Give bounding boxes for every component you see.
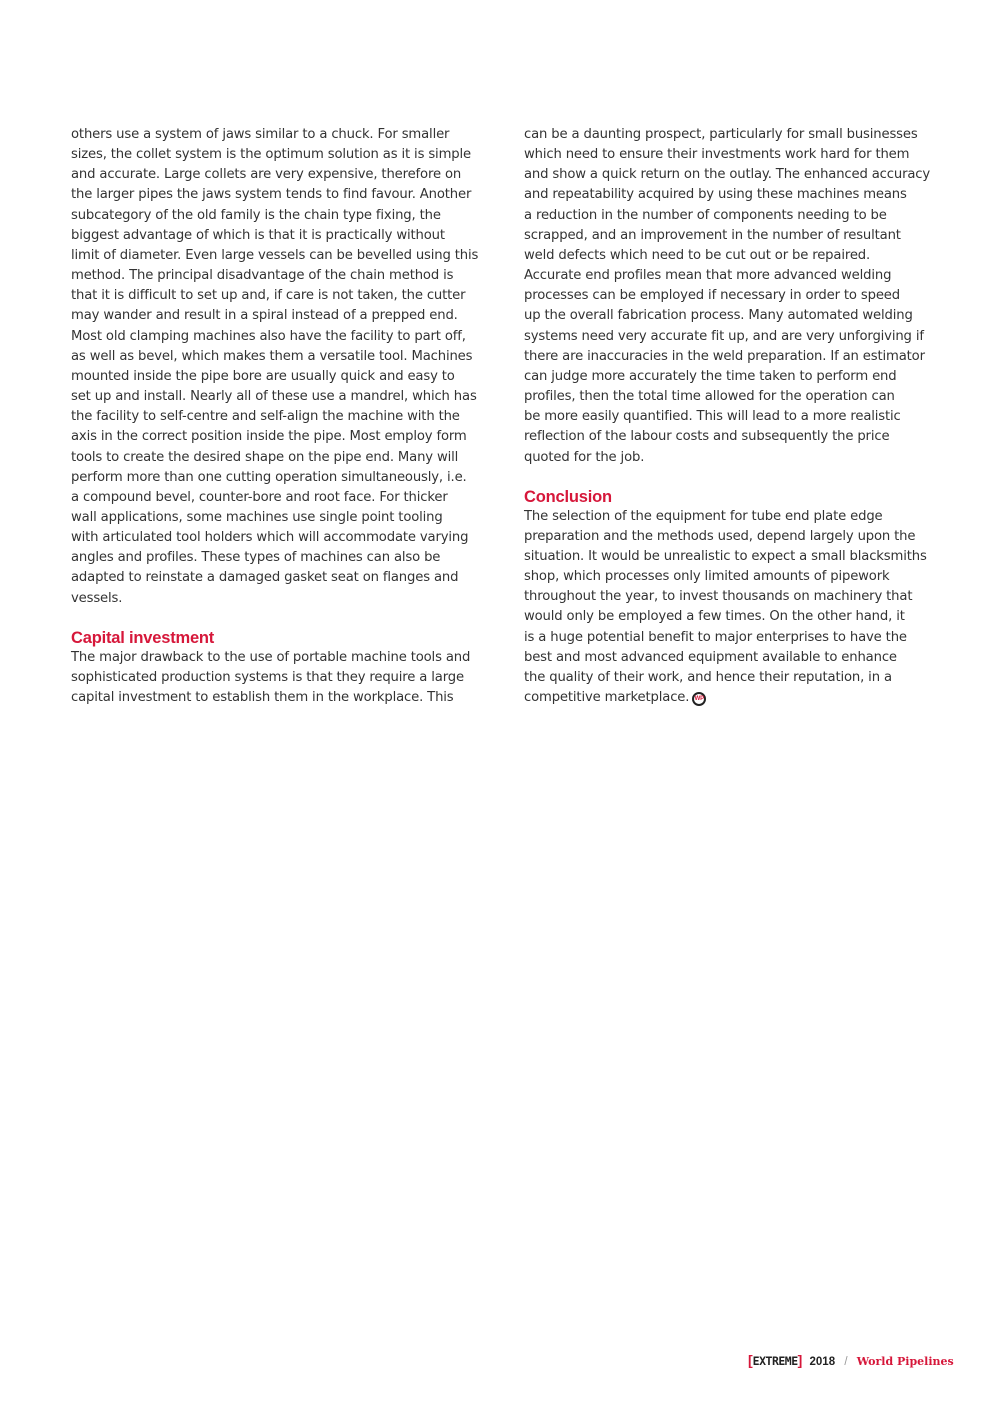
- text-line: perform more than one cutting operation simultaneously, i.e.: [71, 469, 467, 485]
- text-line: a reduction in the number of components needing to be: [524, 207, 887, 223]
- text-line: set up and install. Nearly all of these use a mandrel, which has: [71, 389, 477, 405]
- paragraph-jaws-systems: [71, 125, 481, 609]
- text-line: and accurate. Large collets are very expensive, therefore on: [71, 167, 462, 183]
- text-line: the larger pipes the jaws system tends to find favour. Another: [71, 187, 472, 203]
- heading-conclusion: Conclusion: [524, 487, 612, 506]
- text-line: mounted inside the pipe bore are usually quick and easy to: [71, 368, 455, 384]
- text-line: can judge more accurately the time taken to perform end: [524, 368, 897, 384]
- text-line: profiles, then the total time allowed for the operation can: [524, 389, 895, 405]
- text-line: preparation and the methods used, depend largely upon the: [524, 528, 916, 544]
- paragraph-conclusion: [524, 507, 934, 709]
- extreme-bracket-open: [: [748, 1352, 753, 1368]
- text-line: adapted to reinstate a damaged gasket seat on flanges and: [71, 570, 459, 586]
- text-line: capital investment to establish them in the workplace. This: [71, 690, 454, 706]
- text-line: a compound bevel, counter-bore and root face. For thicker: [71, 489, 448, 505]
- footer-separator: /: [844, 1356, 848, 1368]
- text-line: method. The principal disadvantage of the chain method is: [71, 268, 454, 284]
- right-column: [524, 125, 934, 708]
- text-line: the facility to self-centre and self-align the machine with the: [71, 409, 460, 425]
- text-line: which need to ensure their investments work hard for them: [524, 147, 910, 163]
- text-line: is a huge potential benefit to major enterprises to have the: [524, 629, 907, 645]
- text-line: best and most advanced equipment available to enhance: [524, 649, 897, 665]
- text-line: throughout the year, to invest thousands on machinery that: [524, 589, 913, 605]
- text-line: may wander and result in a spiral instead of a prepped end.: [71, 308, 458, 324]
- text-line: and repeatability acquired by using these machines means: [524, 187, 907, 203]
- text-line: biggest advantage of which is that it is practically without: [71, 227, 445, 243]
- text-line: the quality of their work, and hence their reputation, in a: [524, 669, 892, 685]
- text-line: that it is difficult to set up and, if care is not taken, the cutter: [71, 288, 466, 304]
- page-footer: [748, 1352, 954, 1368]
- paragraph-capital-investment: [71, 648, 481, 708]
- text-line: The major drawback to the use of portable machine tools and: [71, 649, 471, 665]
- text-line: situation. It would be unrealistic to expect a small blacksmiths: [524, 548, 927, 564]
- text-line: subcategory of the old family is the chain type fixing, the: [71, 207, 441, 223]
- text-line: others use a system of jaws similar to a chuck. For smaller: [71, 127, 450, 142]
- world-pipelines-end-mark-icon: WP: [692, 692, 706, 706]
- text-line: competitive marketplace. WP: [524, 688, 934, 708]
- text-line: angles and profiles. These types of machines can also be: [71, 550, 441, 566]
- extreme-bracket-close: ]: [797, 1352, 803, 1368]
- text-line: limit of diameter. Even large vessels can be bevelled using this: [71, 247, 479, 263]
- text-line: sophisticated production systems is that they require a large: [71, 669, 464, 685]
- text-line: wall applications, some machines use single point tooling: [71, 509, 443, 525]
- text-line: shop, which processes only limited amounts of pipework: [524, 569, 890, 585]
- text-line: quoted for the job.: [524, 449, 645, 465]
- text-line: be more easily quantified. This will lead to a more realistic: [524, 409, 901, 425]
- issue-year: 2018: [809, 1356, 836, 1368]
- text-line: sizes, the collet system is the optimum solution as it is simple: [71, 147, 471, 163]
- text-line: Accurate end profiles mean that more advanced welding: [524, 268, 892, 284]
- text-line: processes can be employed if necessary in order to speed: [524, 288, 900, 304]
- text-line: and show a quick return on the outlay. The enhanced accuracy: [524, 167, 931, 183]
- text-line: there are inaccuracies in the weld preparation. If an estimator: [524, 348, 925, 364]
- text-line: as well as bevel, which makes them a versatile tool. Machines: [71, 348, 473, 364]
- text-line: up the overall fabrication process. Many automated welding: [524, 308, 913, 324]
- extreme-label: EXTREME: [752, 1354, 798, 1368]
- left-column: [71, 125, 481, 708]
- text-line: scrapped, and an improvement in the number of resultant: [524, 227, 901, 243]
- text-line: would only be employed a few times. On the other hand, it: [524, 609, 905, 625]
- paragraph-daunting-prospect: [524, 125, 934, 468]
- heading-capital-investment: Capital investment: [71, 628, 215, 647]
- text-line: Most old clamping machines also have the facility to part off,: [71, 328, 466, 344]
- text-line: with articulated tool holders which will accommodate varying: [71, 530, 469, 546]
- magazine-name: World Pipelines: [856, 1355, 954, 1368]
- text-line: reflection of the labour costs and subsequently the price: [524, 429, 890, 445]
- text-line: vessels.: [71, 590, 123, 606]
- text-line: weld defects which need to be cut out or be repaired.: [524, 247, 871, 263]
- text-line: tools to create the desired shape on the pipe end. Many will: [71, 449, 459, 465]
- text-line: systems need very accurate fit up, and are very unforgiving if: [524, 328, 924, 344]
- text-line: can be a daunting prospect, particularly for small businesses: [524, 127, 918, 142]
- text-line: The selection of the equipment for tube end plate edge: [524, 508, 883, 524]
- text-line: axis in the correct position inside the pipe. Most employ form: [71, 429, 467, 445]
